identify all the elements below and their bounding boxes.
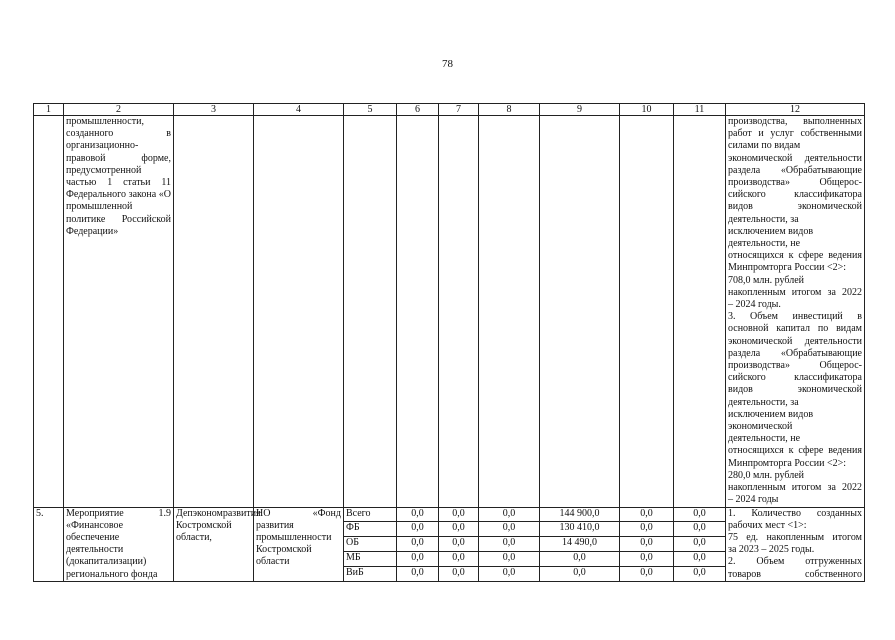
- value-cell: 0,0: [397, 507, 439, 522]
- value-cell: 0,0: [479, 566, 540, 581]
- value-cell: 0,0: [674, 522, 726, 537]
- indicator-line: деятельности, за: [728, 396, 799, 408]
- indicator-line: относящихся к сфере ведения: [728, 250, 862, 262]
- value-cell: 130 410,0: [540, 522, 620, 537]
- value-cell: 0,0: [479, 537, 540, 552]
- col-header-9: 9: [540, 104, 620, 116]
- continuation-description: промышленности, созданного в организационно-правовой форме, предусмотренной частью 1 статьи 11 Федерального закона «О промышленной политике Российской Федерации»: [64, 116, 174, 508]
- indicator-line: относящихся к сфере ведения: [728, 445, 862, 457]
- indicator-line: 75 ед. накопленным итогом: [728, 531, 862, 543]
- col-header-6: 6: [397, 104, 439, 116]
- col-header-2: 2: [64, 104, 174, 116]
- indicator-line: производства» Общерос-: [728, 360, 862, 372]
- indicator-line: экономической деятельности: [728, 152, 862, 164]
- indicator-line: сийского классификатора: [728, 372, 862, 384]
- indicator-line: экономической деятельности: [728, 335, 862, 347]
- funding-source: МБ: [344, 552, 397, 567]
- indicator-line: накопленным итогом за 2022: [728, 286, 862, 298]
- value-cell: 0,0: [439, 552, 479, 567]
- indicator-line: – 2024 годы.: [728, 299, 781, 311]
- indicator-line: сийского классификатора: [728, 189, 862, 201]
- table-row: [34, 507, 865, 522]
- continuation-indicators: [726, 116, 865, 508]
- indicator-line: исключением видов: [728, 408, 814, 420]
- value-cell: 0,0: [397, 522, 439, 537]
- indicator-line: раздела «Обрабатывающие: [728, 164, 862, 176]
- indicator-line: производства, выполненных: [728, 116, 862, 127]
- column-numbers-row: [34, 104, 865, 116]
- measure-name: Мероприятие 1.9 «Финансовое обеспечение деятельности (докапитализации) регионального фонда: [64, 507, 174, 581]
- indicator-line: Минпромторга России <2>:: [728, 457, 847, 469]
- indicator-line: накопленным итогом за 2022: [728, 482, 862, 494]
- indicator-line: 708,0 млн. рублей: [728, 274, 805, 286]
- value-cell: 0,0: [674, 566, 726, 581]
- value-cell: 0,0: [620, 566, 674, 581]
- indicator-line: исключением видов: [728, 225, 814, 237]
- value-cell: 0,0: [540, 566, 620, 581]
- indicator-line: работ и услуг собственными: [728, 128, 862, 140]
- value-cell: 0,0: [620, 537, 674, 552]
- col-header-12: 12: [726, 104, 865, 116]
- indicator-line: 3. Объем инвестиций в: [728, 311, 862, 323]
- value-cell: 0,0: [397, 566, 439, 581]
- funding-source: ВиБ: [344, 566, 397, 581]
- indicator-line: 1. Количество созданных: [728, 507, 862, 519]
- col-header-1: 1: [34, 104, 64, 116]
- row-indicators: [726, 507, 865, 581]
- program-table: [33, 103, 865, 582]
- page-number: 78: [442, 58, 453, 70]
- value-cell: 0,0: [439, 566, 479, 581]
- responsible-executor: Депэкономразвития Костромской области,: [174, 507, 254, 581]
- value-cell: 0,0: [540, 552, 620, 567]
- row-number: 5.: [34, 507, 64, 581]
- value-cell: 14 490,0: [540, 537, 620, 552]
- col-header-4: 4: [254, 104, 344, 116]
- value-cell: 0,0: [397, 537, 439, 552]
- indicator-line: раздела «Обрабатывающие: [728, 347, 862, 359]
- indicator-line: Минпромторга России <2>:: [728, 262, 847, 274]
- value-cell: 0,0: [439, 537, 479, 552]
- value-cell: 0,0: [439, 522, 479, 537]
- indicator-line: видов экономической: [728, 384, 862, 396]
- indicator-line: основной капитал по видам: [728, 323, 862, 335]
- indicator-line: за 2023 – 2025 годы.: [728, 544, 815, 556]
- indicator-line: 280,0 млн. рублей: [728, 469, 805, 481]
- value-cell: 0,0: [620, 522, 674, 537]
- value-cell: 0,0: [479, 552, 540, 567]
- funding-source: ОБ: [344, 537, 397, 552]
- indicator-line: деятельности, не: [728, 238, 801, 250]
- value-cell: 0,0: [620, 507, 674, 522]
- indicator-line: рабочих мест <1>:: [728, 519, 807, 531]
- value-cell: 0,0: [397, 552, 439, 567]
- col-header-3: 3: [174, 104, 254, 116]
- indicator-line: деятельности, за: [728, 213, 799, 225]
- value-cell: 0,0: [479, 507, 540, 522]
- indicator-line: производства» Общерос-: [728, 177, 862, 189]
- col-header-5: 5: [344, 104, 397, 116]
- col-header-11: 11: [674, 104, 726, 116]
- continuation-row: [34, 116, 865, 508]
- value-cell: 0,0: [620, 552, 674, 567]
- col-header-10: 10: [620, 104, 674, 116]
- indicator-line: – 2024 годы: [728, 494, 779, 506]
- value-cell: 0,0: [674, 507, 726, 522]
- participant: НО «Фонд развития промышленности Костромской области: [254, 507, 344, 581]
- value-cell: 0,0: [674, 537, 726, 552]
- indicator-line: экономической: [728, 421, 793, 433]
- value-cell: 0,0: [479, 522, 540, 537]
- indicator-line: товаров собственного: [728, 568, 862, 580]
- value-cell: 0,0: [674, 552, 726, 567]
- col-header-8: 8: [479, 104, 540, 116]
- indicator-line: видов экономической: [728, 201, 862, 213]
- funding-source: ФБ: [344, 522, 397, 537]
- value-cell: 0,0: [439, 507, 479, 522]
- value-cell: 144 900,0: [540, 507, 620, 522]
- col-header-7: 7: [439, 104, 479, 116]
- indicator-line: деятельности, не: [728, 433, 801, 445]
- funding-source: Всего: [344, 507, 397, 522]
- indicator-line: 2. Объем отгруженных: [728, 556, 862, 568]
- indicator-line: силами по видам: [728, 140, 801, 152]
